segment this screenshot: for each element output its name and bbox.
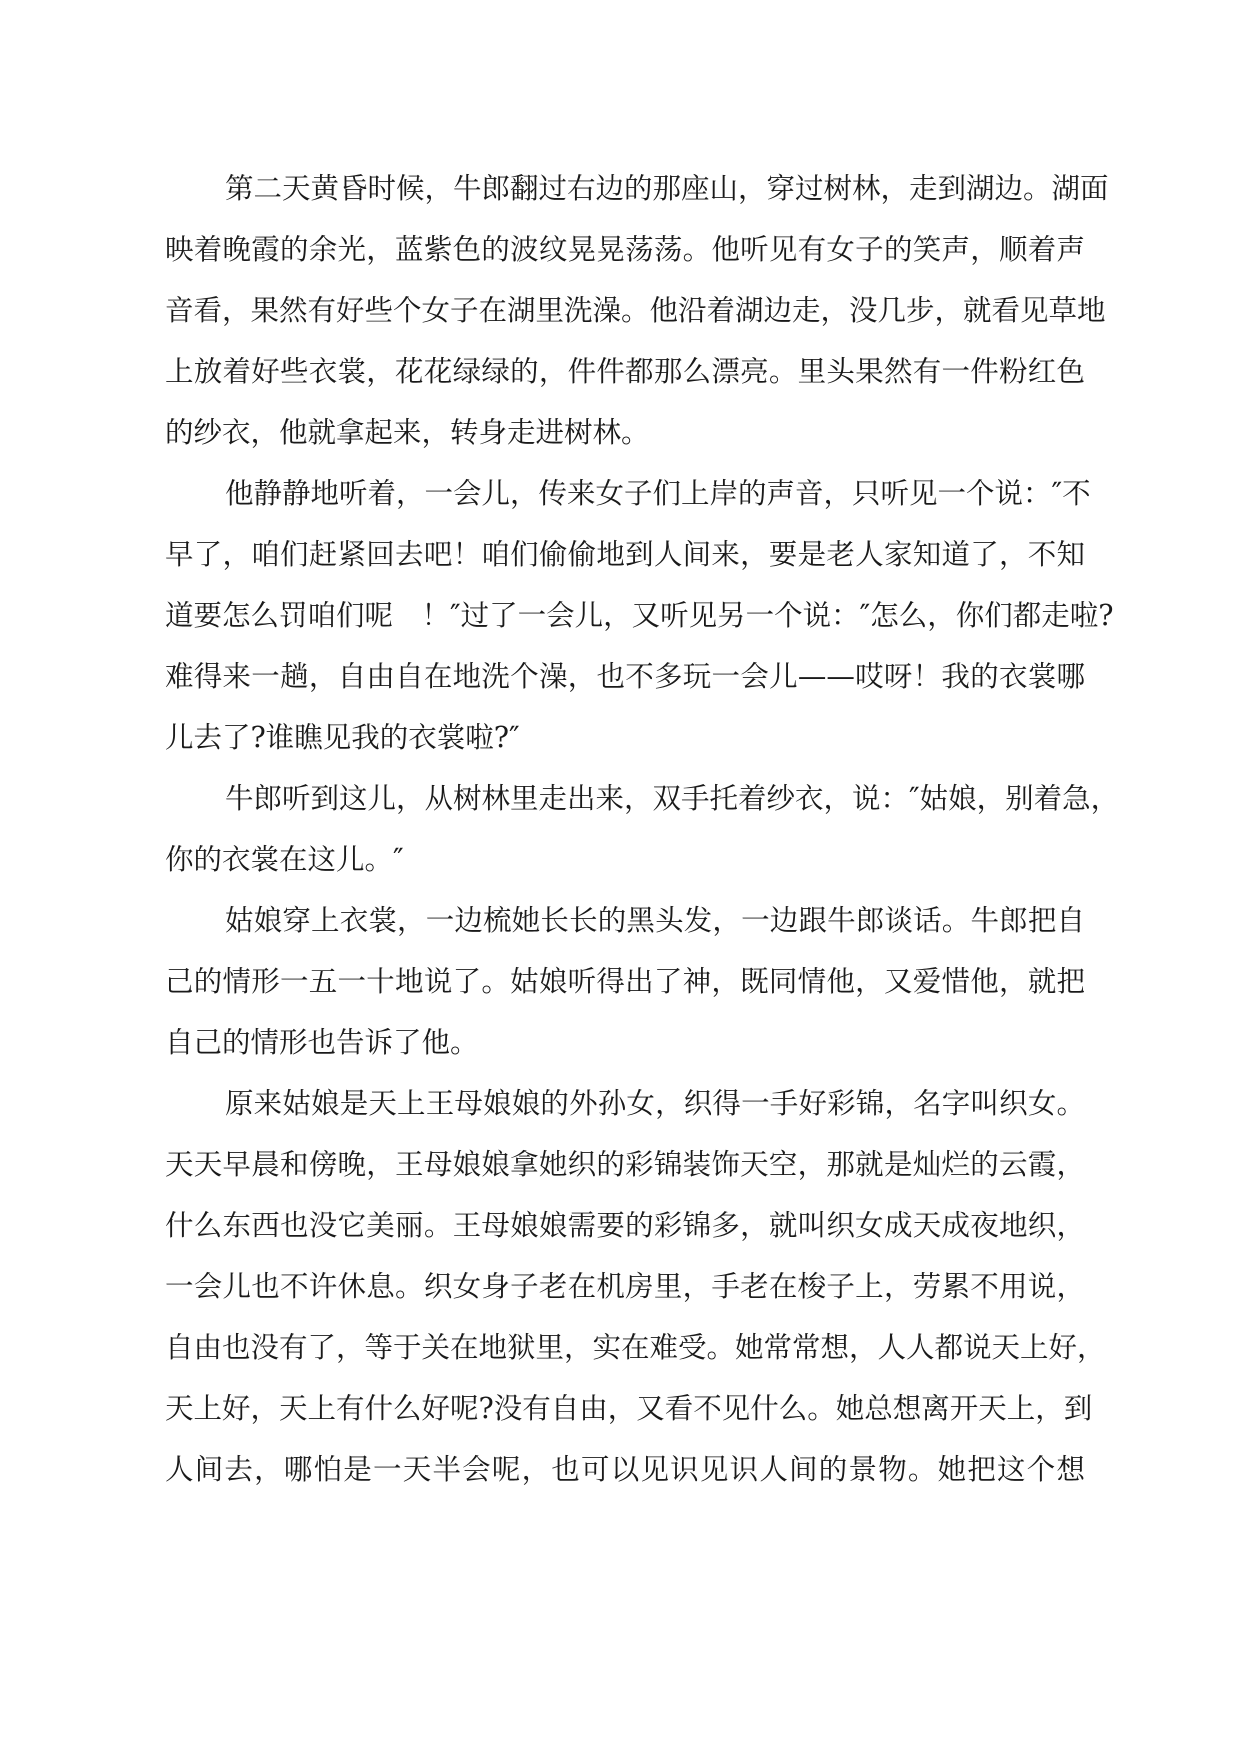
- text-line: 上放着好些衣裳，花花绿绿的，件件都那么漂亮。里头果然有一件粉红色: [165, 355, 1085, 388]
- text-line: 一会儿也不许休息。织女身子老在机房里，手老在梭子上，劳累不用说，: [165, 1270, 1085, 1303]
- text-line: 映着晚霞的余光，蓝紫色的波纹晃晃荡荡。他听见有女子的笑声，顺着声: [165, 233, 1085, 266]
- text-line: 什么东西也没它美丽。王母娘娘需要的彩锦多，就叫织女成天成夜地织，: [165, 1209, 1085, 1242]
- text-line: 人间去，哪怕是一天半会呢，也可以见识见识人间的景物。她把这个想: [165, 1453, 1085, 1486]
- text-line: 的纱衣，他就拿起来，转身走进树林。: [165, 416, 650, 449]
- text-line: 第二天黄昏时候，牛郎翻过右边的那座山，穿过树林，走到湖边。湖面: [225, 172, 1109, 205]
- text-line: 天上好，天上有什么好呢?没有自由，又看不见什么。她总想离开天上，到: [165, 1392, 1093, 1425]
- paragraph-2: [165, 463, 1114, 768]
- text-line: 己的情形一五一十地说了。姑娘听得出了神，既同情他，又爱惜他，就把: [165, 965, 1085, 998]
- text-line: 牛郎听到这儿，从树林里走出来，双手托着纱衣，说：″姑娘，别着急，: [225, 782, 1120, 815]
- text-line: 姑娘穿上衣裳，一边梳她长长的黑头发，一边跟牛郎谈话。牛郎把自: [225, 904, 1085, 937]
- text-line: 难得来一趟，自由自在地洗个澡，也不多玩一会儿——哎呀！我的衣裳哪: [165, 660, 1085, 693]
- text-line: 天天早晨和傍晚，王母娘娘拿她织的彩锦装饰天空，那就是灿烂的云霞，: [165, 1148, 1085, 1181]
- paragraph-1: [165, 158, 1109, 463]
- paragraph-5: [165, 1073, 1106, 1500]
- text-line: 儿去了?谁瞧见我的衣裳啦?″: [165, 721, 520, 754]
- paragraph-3: [165, 768, 1120, 890]
- text-line: 早了，咱们赶紧回去吧！咱们偷偷地到人间来，要是老人家知道了，不知: [165, 538, 1085, 571]
- text-line: 他静静地听着，一会儿，传来女子们上岸的声音，只听见一个说：″不: [225, 477, 1091, 510]
- text-line: 音看，果然有好些个女子在湖里洗澡。他沿着湖边走，没几步，就看见草地: [165, 294, 1106, 327]
- paragraph-4: [165, 890, 1085, 1073]
- text-line: 原来姑娘是天上王母娘娘的外孙女，织得一手好彩锦，名字叫织女。: [225, 1087, 1085, 1120]
- text-line: 你的衣裳在这儿。″: [165, 843, 404, 876]
- text-line: 自己的情形也告诉了他。: [165, 1026, 479, 1059]
- story-text: [165, 158, 1120, 1500]
- text-line: 道要怎么罚咱们呢 ！″过了一会儿，又听见另一个说：″怎么，你们都走啦?: [165, 599, 1114, 632]
- text-line: 自由也没有了，等于关在地狱里，实在难受。她常常想，人人都说天上好，: [165, 1331, 1106, 1364]
